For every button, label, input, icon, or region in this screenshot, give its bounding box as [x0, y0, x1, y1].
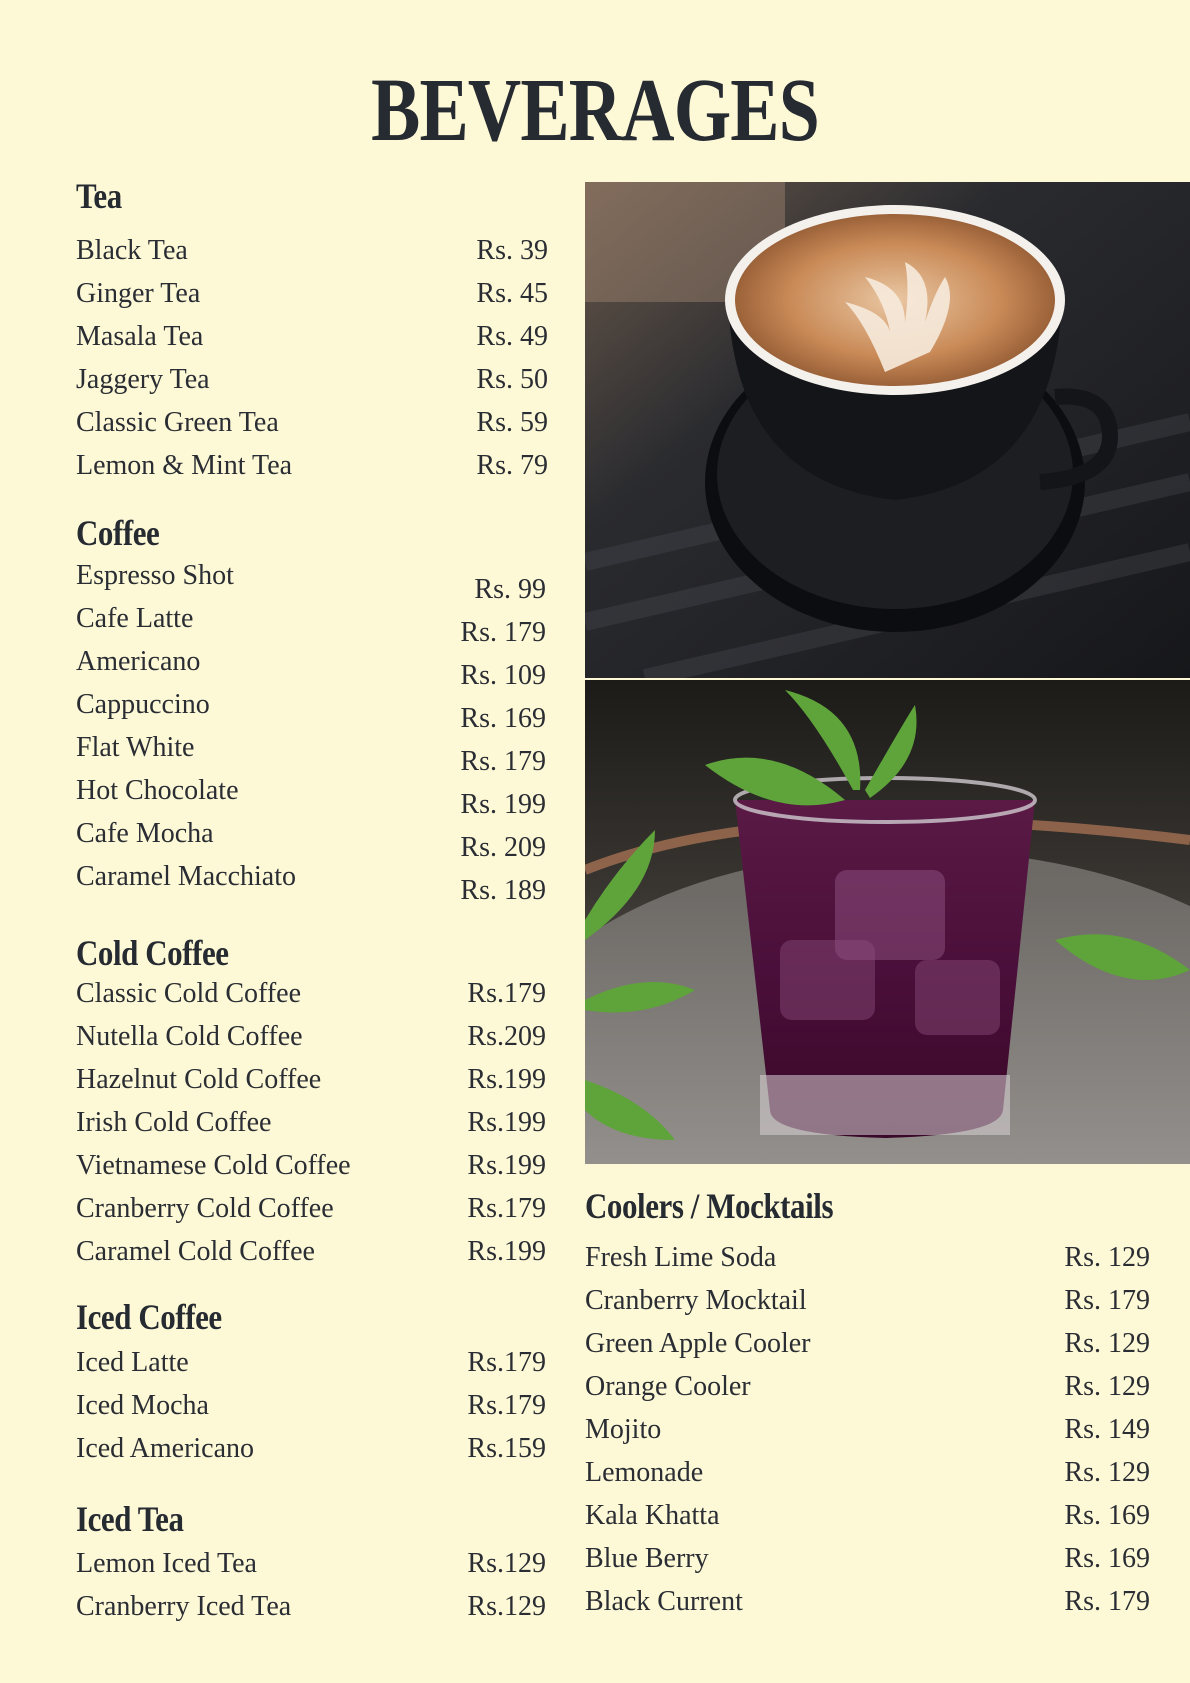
menu-item-price: Rs. 129: [1064, 1457, 1150, 1488]
menu-item: [76, 444, 548, 487]
menu-item: [76, 401, 548, 444]
menu-item-price: Rs.129: [467, 1548, 546, 1579]
menu-item-name: Nutella Cold Coffee: [76, 1021, 303, 1052]
menu-item-price: Rs. 129: [1064, 1371, 1150, 1402]
section-coolers-mocktails: [585, 1188, 1150, 1623]
menu-item-name: Iced Latte: [76, 1347, 189, 1378]
menu-item: [76, 315, 548, 358]
menu-item: [76, 1384, 546, 1427]
menu-item: [585, 1279, 1150, 1322]
menu-item-name: Cranberry Cold Coffee: [76, 1193, 334, 1224]
section-tea: [76, 178, 548, 487]
menu-item: [76, 1144, 546, 1187]
menu-item-price: Rs. 179: [1064, 1586, 1150, 1617]
menu-item-name: Hot Chocolate: [76, 775, 239, 806]
menu-item-price: Rs.179: [467, 1390, 546, 1421]
menu-item-price: Rs. 149: [1064, 1414, 1150, 1445]
menu-item-price: Rs.199: [467, 1236, 546, 1267]
menu-item-name: Vietnamese Cold Coffee: [76, 1150, 351, 1181]
menu-item: [585, 1322, 1150, 1365]
menu-item-name: Ginger Tea: [76, 278, 201, 309]
menu-item-name: Mojito: [585, 1414, 662, 1445]
menu-item: [76, 972, 546, 1015]
section-heading-cold-coffee: Cold Coffee: [76, 933, 229, 973]
menu-item-name: Masala Tea: [76, 321, 204, 352]
menu-item: [76, 855, 546, 906]
menu-item-name: Caramel Cold Coffee: [76, 1236, 315, 1267]
menu-item: [76, 1585, 546, 1628]
menu-item-name: Blue Berry: [585, 1543, 709, 1574]
menu-item-price: Rs. 129: [1064, 1242, 1150, 1273]
menu-item: [76, 1101, 546, 1144]
menu-item: [585, 1580, 1150, 1623]
menu-item: [76, 597, 546, 648]
menu-item-name: Caramel Macchiato: [76, 861, 297, 892]
menu-item: [585, 1236, 1150, 1279]
menu-item-price: Rs. 209: [460, 832, 546, 863]
menu-item-name: Cranberry Iced Tea: [76, 1591, 292, 1622]
section-heading-iced-tea: Iced Tea: [76, 1499, 184, 1539]
menu-item-name: Iced Americano: [76, 1433, 255, 1464]
menu-item-price: Rs. 39: [476, 235, 548, 266]
menu-item-name: Lemonade: [585, 1457, 704, 1488]
menu-item-price: Rs.179: [467, 978, 546, 1009]
menu-item-price: Rs. 169: [460, 703, 546, 734]
menu-item-name: Lemon Iced Tea: [76, 1548, 257, 1579]
menu-item-price: Rs. 109: [460, 660, 546, 691]
menu-item-name: Hazelnut Cold Coffee: [76, 1064, 322, 1095]
section-cold-coffee: [76, 935, 546, 1273]
menu-item-price: Rs.209: [467, 1021, 546, 1052]
menu-item-name: Iced Mocha: [76, 1390, 209, 1421]
menu-item-name: Lemon & Mint Tea: [76, 450, 293, 481]
page-title: BEVERAGES: [371, 61, 819, 160]
section-heading-coolers-mocktails: Coolers / Mocktails: [585, 1186, 834, 1226]
menu-item-name: Black Current: [585, 1586, 743, 1617]
menu-item-price: Rs. 79: [476, 450, 548, 481]
section-heading-coffee: Coffee: [76, 513, 160, 553]
purple-mocktail-glass-photo: [585, 680, 1190, 1164]
menu-item-price: Rs. 179: [460, 746, 546, 777]
menu-item-price: Rs. 59: [476, 407, 548, 438]
menu-item-price: Rs.199: [467, 1064, 546, 1095]
menu-item-name: Fresh Lime Soda: [585, 1242, 777, 1273]
menu-item: [76, 1427, 546, 1470]
menu-item-price: Rs. 169: [1064, 1543, 1150, 1574]
menu-item: [76, 683, 546, 734]
menu-item: [585, 1537, 1150, 1580]
menu-item-name: Irish Cold Coffee: [76, 1107, 272, 1138]
section-iced-tea: [76, 1501, 546, 1628]
menu-item: [76, 229, 548, 272]
menu-item-name: Cafe Latte: [76, 603, 194, 634]
section-iced-coffee: [76, 1299, 546, 1470]
menu-item: [76, 272, 548, 315]
menu-item-price: Rs.129: [467, 1591, 546, 1622]
menu-item-name: Jaggery Tea: [76, 364, 210, 395]
menu-item-name: Orange Cooler: [585, 1371, 751, 1402]
menu-item-price: Rs. 50: [476, 364, 548, 395]
menu-item-price: Rs.199: [467, 1150, 546, 1181]
menu-item-name: Black Tea: [76, 235, 188, 266]
menu-item: [76, 1058, 546, 1101]
menu-item-price: Rs. 189: [460, 875, 546, 906]
menu-item-price: Rs. 49: [476, 321, 548, 352]
menu-item: [76, 1015, 546, 1058]
menu-item-name: Cappuccino: [76, 689, 210, 720]
menu-item-name: Classic Cold Coffee: [76, 978, 302, 1009]
menu-item: [76, 769, 546, 820]
menu-item-price: Rs. 169: [1064, 1500, 1150, 1531]
menu-item-name: Kala Khatta: [585, 1500, 720, 1531]
section-heading-iced-coffee: Iced Coffee: [76, 1297, 222, 1337]
menu-item-name: Espresso Shot: [76, 560, 234, 591]
menu-item: [585, 1494, 1150, 1537]
menu-item: [585, 1451, 1150, 1494]
menu-item-price: Rs. 199: [460, 789, 546, 820]
menu-item-name: Classic Green Tea: [76, 407, 279, 438]
menu-item: [76, 726, 546, 777]
menu-item: [76, 812, 546, 863]
menu-item: [76, 1341, 546, 1384]
menu-item: [76, 358, 548, 401]
menu-item: [76, 1187, 546, 1230]
section-heading-tea: Tea: [76, 176, 122, 216]
menu-item-price: Rs. 179: [1064, 1285, 1150, 1316]
menu-item: [76, 554, 546, 605]
latte-art-cup-photo: [585, 182, 1190, 678]
menu-item: [585, 1365, 1150, 1408]
menu-item-price: Rs. 179: [460, 617, 546, 648]
menu-item-price: Rs. 129: [1064, 1328, 1150, 1359]
menu-item-name: Flat White: [76, 732, 195, 763]
menu-item: [76, 640, 546, 691]
menu-item: [76, 1542, 546, 1585]
menu-item-price: Rs.199: [467, 1107, 546, 1138]
menu-item-price: Rs.159: [467, 1433, 546, 1464]
menu-item-price: Rs.179: [467, 1193, 546, 1224]
menu-item-name: Cranberry Mocktail: [585, 1285, 807, 1316]
menu-item: [585, 1408, 1150, 1451]
menu-item-price: Rs. 45: [476, 278, 548, 309]
menu-item: [76, 1230, 546, 1273]
menu-item-price: Rs.179: [467, 1347, 546, 1378]
menu-item-name: Green Apple Cooler: [585, 1328, 811, 1359]
menu-item-name: Americano: [76, 646, 201, 677]
menu-item-price: Rs. 99: [474, 574, 546, 605]
menu-item-name: Cafe Mocha: [76, 818, 214, 849]
section-coffee: [76, 513, 546, 906]
